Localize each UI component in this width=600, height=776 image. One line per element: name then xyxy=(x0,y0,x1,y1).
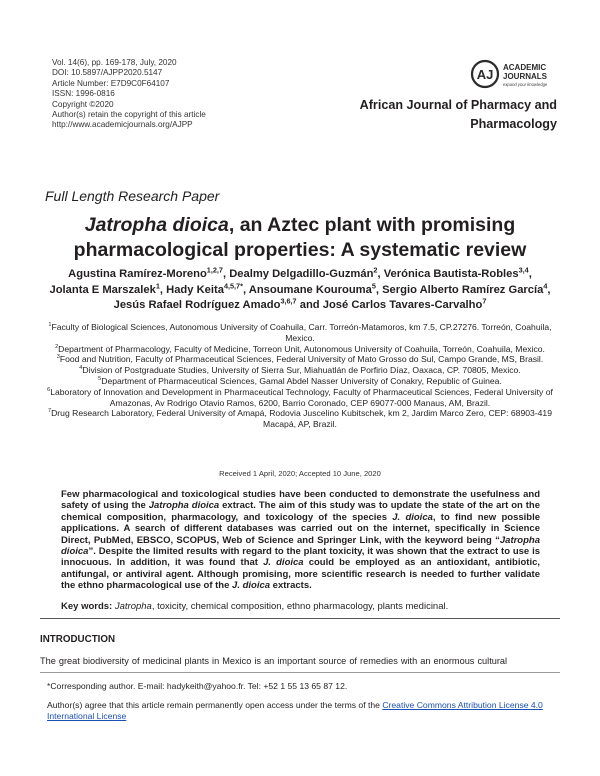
affiliation: $^4$Division of Postgraduate Studies, University of Sierra Sur, Miahuatlán de Porfirio Díaz, Oaxaca, CP. 70805, Mexico. xyxy=(79,365,521,376)
affiliation: $^7$Drug Research Laboratory, Federal University of Amapá, Rodovia Juscelino Kubitschek, km 2, Jardim Marco Zero, CEP: 68903-419 Macapá, AP, Brazil. xyxy=(47,408,552,430)
author: Sergio Alberto Ramírez García$^4$ xyxy=(382,280,548,296)
affiliation: $^6$Laboratory of Innovation and Development in Pharmaceutical Technology, Faculty of Pharmaceutical Sciences, Federal University of Amazonas, Av Rodrigo Otavio Ramos, 6200, Barrio Coronado, CEP 69077-000 Manaus, AM, Brazil. xyxy=(47,386,553,408)
article-metadata xyxy=(52,58,206,131)
meta-line-issn: ISSN: 1996-0816 xyxy=(52,89,115,99)
academic-journals-logo xyxy=(470,57,562,93)
author: Jesús Rafael Rodríguez Amado$^{3,6,7}$ xyxy=(113,296,297,311)
affiliations xyxy=(40,322,560,430)
introduction-text: The great biodiversity of medicinal plants in Mexico is an important source of remedies with an enormous cultural xyxy=(40,656,508,666)
paper-type: Full Length Research Paper xyxy=(45,188,220,204)
journal-name xyxy=(297,96,557,134)
logo-tagline: expand your knowledge xyxy=(503,82,548,87)
logo-mark: AJ xyxy=(476,67,494,82)
logo-line1: ACADEMIC xyxy=(503,63,547,72)
meta-line-rights: Author(s) retain the copyright of this article xyxy=(52,110,206,120)
journal-name-line2: Pharmacology xyxy=(470,117,557,131)
affiliation: $^5$Department of Pharmaceutical Sciences, Gamal Abdel Nasser University of Conakry, Republic of Guinea. xyxy=(98,375,502,386)
meta-line-url[interactable]: http://www.academicjournals.org/AJPP xyxy=(52,120,193,130)
affiliation: $^1$Faculty of Biological Sciences, Autonomous University of Coahuila, Carr. Torreón-Matamoros, km 7.5, CP.27276. Torreón, Coahuila, Mexico. xyxy=(48,322,552,343)
meta-line-doi: DOI: 10.5897/AJPP2020.5147 xyxy=(52,68,163,78)
corresponding-author: *Corresponding author. E-mail: hadykeith@yahoo.fr. Tel: +52 1 55 13 65 87 12. xyxy=(47,681,348,691)
author: Ansoumane Kourouma$^5$ xyxy=(248,280,376,296)
journal-name-line1: African Journal of Pharmacy and xyxy=(359,98,557,112)
meta-line-volume: Vol. 14(6), pp. 169-178, July, 2020 xyxy=(52,58,177,67)
received-accepted-dates: Received 1 April, 2020; Accepted 10 June, 2020 xyxy=(219,469,381,478)
affiliation: $^3$Food and Nutrition, Faculty of Pharmaceutical Sciences, Federal University of Mato Grosso do Sul, Campo Grande, MS, Brasil. xyxy=(56,354,544,365)
author-list: Agustina Ramírez-Moreno$^{1,2,7}$, Dealmy Delgadillo-Guzmán$^2$, Verónica Bautista-Robles$^{3,4}$, Jolanta E Marszalek$^1$, Hady Keita$^{4,5,7*}$, Ansoumane Kourouma$^5$, Sergio Alberto Ramírez García$^4$, Jesús Rafael Rodríguez Amado$^{3,6,7}$ and José Carlos Tavares-Carvalho$^7$ xyxy=(49,265,551,311)
meta-line-copyright: Copyright ©2020 xyxy=(52,99,114,109)
author: Jolanta E Marszalek$^1$ xyxy=(49,280,160,296)
author: José Carlos Tavares-Carvalho$^7$ xyxy=(322,296,487,311)
author: Dealmy Delgadillo-Guzmán$^2$ xyxy=(229,265,378,280)
logo-icon xyxy=(470,57,562,93)
license-notice: Author(s) agree that this article remain permanently open access under the terms of the Creative Commons Attribution License 4.0 International License xyxy=(47,700,543,721)
affiliation: $^2$Department of Pharmacology, Faculty of Medicine, Torreon Unit, Autonomous University of Coahuila, Torreón, Coahuila, Mexico. xyxy=(55,343,545,354)
keywords-label: Key words: xyxy=(61,601,113,612)
meta-line-article-number: Article Number: E7D9C0F64107 xyxy=(52,78,170,88)
license-link[interactable]: Creative Commons Attribution License 4.0 International License xyxy=(47,700,543,721)
author: Hady Keita$^{4,5,7*}$ xyxy=(166,280,243,296)
logo-line2: JOURNALS xyxy=(503,72,548,81)
section-divider xyxy=(40,618,560,619)
title-rest: , an Aztec plant with promising pharmacological properties: A systematic review xyxy=(73,214,527,261)
author: Agustina Ramírez-Moreno$^{1,2,7}$ xyxy=(68,265,223,280)
footnote-divider xyxy=(40,672,560,673)
keywords: Key words: Jatropha, toxicity, chemical composition, ethno pharmacology, plants medicinal. xyxy=(61,601,449,612)
abstract: Few pharmacological and toxicological studies have been conducted to demonstrate the usefulness and safety of using the Jatropha dioica extract. The aim of this study was to update the state of the art on the chemical composition, pharmacology, and toxicology of the species J. dioica, to find new possible applications. A search of different databases was carried out on the internet, specifically in Science Direct, PubMed, EBSCO, SCOPUS, Web of Science and Springer Link, with the keyword being “Jatropha dioica”. Despite the limited results with regard to the plant toxicity, it was shown that the extract to use is innocuous. In addition, it was found that J. dioica could be employed as an antioxidant, antibiotic, antifungal, or antiviral agent. Although promising, more scientific research is needed to further validate the ethno pharmacological use of the J. dioica extracts. xyxy=(61,489,541,592)
introduction-heading: INTRODUCTION xyxy=(40,634,116,645)
article-title xyxy=(40,213,560,262)
title-species: Jatropha dioica xyxy=(84,214,229,236)
author: Verónica Bautista-Robles$^{3,4}$ xyxy=(383,265,529,280)
